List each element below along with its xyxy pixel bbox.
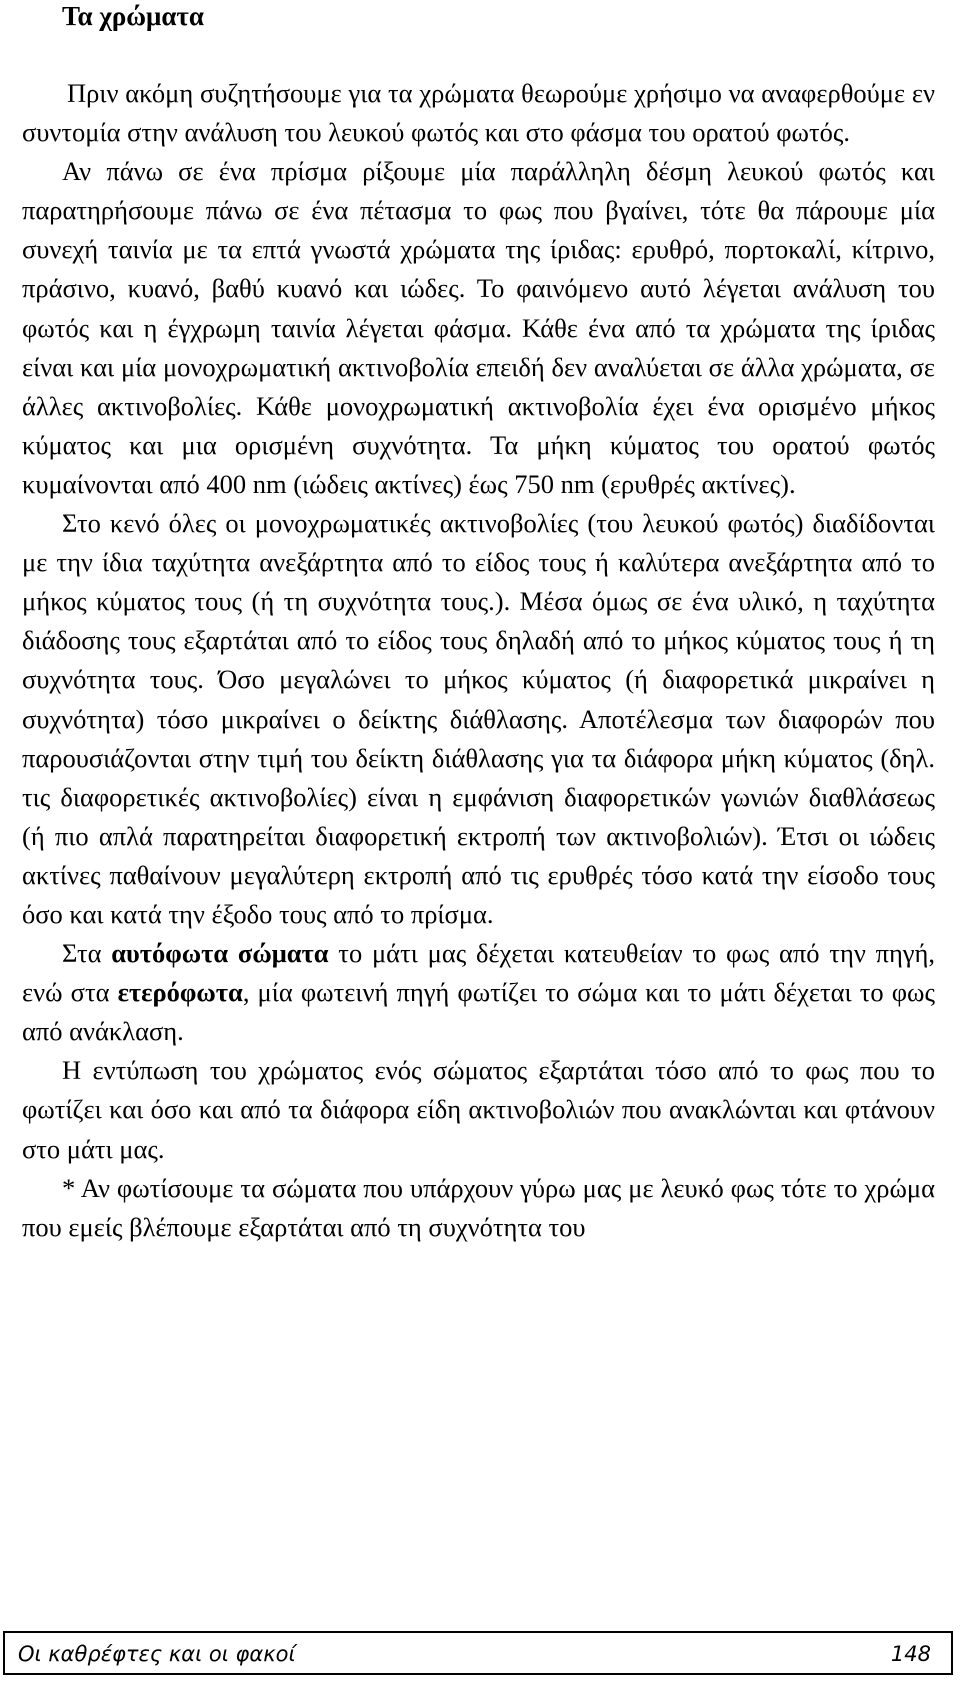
page-title: Τα χρώματα bbox=[62, 1, 204, 31]
text-run: Πριν ακόμη συζητήσουμε για τα χρώματα θεωρούμε χρήσιμο να αναφερθούμε εν συντομία στην ανάλυση του λευκού φωτός και στο φάσμα του ορατού φωτός. bbox=[22, 78, 935, 148]
footer-section-title: Οι καθρέφτες και οι φακοί bbox=[18, 1642, 296, 1666]
text-run: Η εντύπωση του χρώματος ενός σώματος εξαρτάται τόσο από το φως που το φωτίζει και όσο και από τα διάφορα είδη ακτινοβολιών που ανακλώνται και φτάνουν στο μάτι μας. bbox=[22, 1055, 935, 1164]
text-run: Αν πάνω σε ένα πρίσμα ρίξουμε μία παράλληλη δέσμη λευκού φωτός και παρατηρήσουμε πάνω σε ένα πέτασμα το φως που βγαίνει, τότε θα πάρουμε μία συνεχή ταινία με τα επτά γνωστά χρώματα της ίριδας: ερυθρό, πορτοκαλί, κίτρινο, πράσινο, κυανό, βαθύ κυανό και ιώδες. Το φαινόμενο αυτό λέγεται ανάλυση του φωτός και η έγχρωμη ταινία λέγεται φάσμα. Κάθε ένα από τα χρώματα της ίριδας είναι και μία μονοχρωματική ακτινοβολία επειδή δεν αναλύεται σε άλλα χρώματα, σε άλλες ακτινοβολίες. Κάθε μονοχρωματική ακτινοβολία έχει ένα ορισμένο μήκος κύματος και μια ορισμένη συχνότητα. Τα μήκη κύματος του ορατού φωτός κυμαίνονται από 400 nm (ιώδεις ακτίνες) έως 750 nm (ερυθρές ακτίνες). bbox=[22, 156, 935, 499]
paragraph bbox=[22, 74, 935, 152]
paragraph bbox=[22, 152, 935, 504]
paragraph bbox=[22, 934, 935, 1051]
body-text bbox=[22, 74, 935, 1247]
paragraph bbox=[22, 1051, 935, 1168]
paragraph bbox=[22, 504, 935, 934]
bold-term: ετερόφωτα bbox=[117, 977, 243, 1008]
text-run: * Αν φωτίσουμε τα σώματα που υπάρχουν γύρω μας με λευκό φως τότε το χρώμα που εμείς βλέπουμε εξαρτάται από τη συχνότητα του bbox=[22, 1172, 935, 1242]
page-footer bbox=[3, 1631, 953, 1675]
text-run: , μία φωτεινή πηγή φωτίζει το σώμα και το μάτι δέχεται το φως από ανάκλαση. bbox=[22, 977, 935, 1047]
footer-page-number: 148 bbox=[890, 1642, 931, 1666]
bold-term: αυτόφωτα σώματα bbox=[111, 938, 329, 969]
text-run: το μάτι μας δέχεται κατευθείαν το φως από την πηγή, ενώ στα bbox=[22, 938, 935, 1008]
paragraph bbox=[22, 1169, 935, 1247]
text-run: Στο κενό όλες οι μονοχρωματικές ακτινοβολίες (του λευκού φωτός) διαδίδονται με την ίδια ταχύτητα ανεξάρτητα από το είδος τους ή καλύτερα ανεξάρτητα από το μήκος κύματος τους (ή τη συχνότητα τους.). Μέσα όμως σε ένα υλικό, η ταχύτητα διάδοσης τους εξαρτάται από το είδος τους δηλαδή από το μήκος κύματος τους ή τη συχνότητα τους. Όσο μεγαλώνει το μήκος κύματος (ή διαφορετικά μικραίνει η συχνότητα) τόσο μικραίνει ο δείκτης διάθλασης. Αποτέλεσμα των διαφορών που παρουσιάζονται στην τιμή του δείκτη διάθλασης για τα διάφορα μήκη κύματος (δηλ. τις διαφορετικές ακτινοβολίες) είναι η εμφάνιση διαφορετικών γωνιών διαθλάσεως (ή πιο απλά παρατηρείται διαφορετική εκτροπή των ακτινοβολιών). Έτσι οι ιώδεις ακτίνες παθαίνουν μεγαλύτερη εκτροπή από τις ερυθρές τόσο κατά την είσοδο τους όσο και κατά την έξοδο τους από το πρίσμα. bbox=[22, 508, 935, 929]
text-run: Στα bbox=[62, 938, 112, 969]
